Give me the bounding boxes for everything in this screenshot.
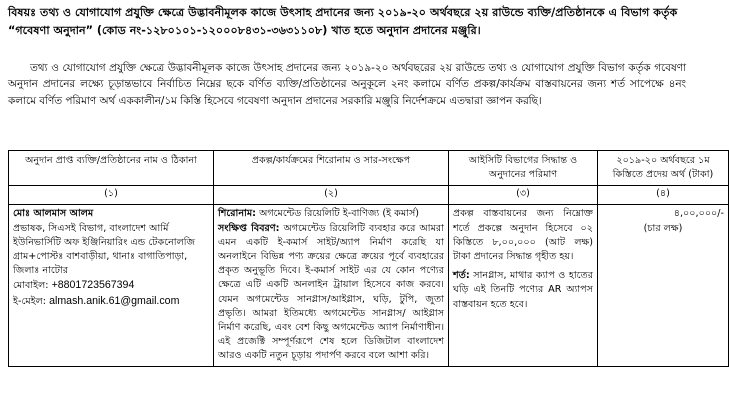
column-number-row xyxy=(9,186,729,205)
email-address: almash.anik.61@gmail.com xyxy=(49,294,180,307)
body-paragraph: তথ্য ও যোগাযোগ প্রযুক্তি ক্ষেত্রে উদ্ভাবনীমূলক কাজে উৎসাহ প্রদানের জন্য ২০১৯-২০ অর্থবছরের ২য় রাউন্ডে তথ্য ও যোগাযোগ প্রযুক্তি বিভাগ কর্তৃক গবেষণা অনুদান প্রদানের লক্ষ্যে চূড়ান্তভাবে নির্বাচিত নিম্নের ছকে বর্ণিত ব্যক্তি/প্রতিষ্ঠানের অনুকূলে ২নং কলামে বর্ণিত প্রকল্প/কার্যক্রম বাস্তবায়নের জন্য শর্ত সাপেক্ষে ৪নং কলামে বর্ণিত পরিমাণ অর্থ এককালীন/১ম কিস্তি হিসেবে গবেষণা অনুদান প্রদানের সরকারি মঞ্জুরি নির্দেশক্রমে এতদ্বারা জ্ঞাপন করছি। xyxy=(8,62,686,107)
recipient-name: মোঃ আলমাস আলম xyxy=(13,208,94,220)
header-decision: আইসিটি বিভাগের সিদ্ধান্ত ও অনুদানের পরিমাণ xyxy=(449,151,598,186)
recipient-cell xyxy=(9,205,214,366)
recipient-email xyxy=(13,294,209,309)
amount-cell xyxy=(598,205,729,366)
col-number-1: (১) xyxy=(9,186,214,205)
project-summary: অগমেন্টেড রিয়েলিটি ব্যবহার করে আমরা এমন একটি ই-কমার্স সাইট/অ্যাপ নির্মাণ করেছি যা অনলাইনে বিভিন্ন পণ্য ক্রয়ের ক্ষেত্রে ক্রয়ের পূর্বে ব্যবহারের প্রকৃত অনুভূতি দিবে। ই-কমার্স সাইট এর যে কোন পণ্যের ক্ষেত্রে এটি একটি অনলাইন ট্রায়াল হিসেবে কাজ করবে। যেমন অগমেন্টেড সানগ্লাস/আইগ্লাস, ঘড়ি, টুপি, জুতা প্রভৃতি। আমরা ইতিমধ্যে অগমেন্টেড সানগ্লাস/ আইগ্লাস নির্মাণ করেছি, এবং বেশ কিছু অগমেন্টেড অ্যাপ নির্মাণাধীন। এই প্রজেক্টি সম্পূর্ণরূপে শেষ হলে ডিজিটাল বাংলাদেশ আরও একটি নতুন চূড়ায় পদার্পণ করবে বলে আশা করি। xyxy=(218,222,444,362)
grant-table xyxy=(8,150,729,367)
mobile-label: মোবাইল: xyxy=(13,280,49,292)
mobile-number: +8801723567394 xyxy=(51,279,135,292)
header-name-address: অনুদান প্রাপ্ত ব্যক্তি/প্রতিষ্ঠানের নাম ও ঠিকানা xyxy=(9,151,214,186)
condition-label: শর্ত: xyxy=(453,270,470,282)
subject-line: বিষয়ঃ তথ্য ও যোগাযোগ প্রযুক্তি ক্ষেত্রে উদ্ভাবনীমূলক কাজে উৎসাহ প্রদানের জন্য ২০১৯-২০ অর্থবছরে ২য় রাউন্ডে ব্যক্তি/প্রতিষ্ঠানকে এ বিভাগ কর্তৃক “গবেষণা অনুদান” (কোড নং-১২৮০১০১-১২০০০৮৪৩১-৩৬৩১১০৮) খাত হতে অনুদান প্রদানের মঞ্জুরি। xyxy=(8,6,678,37)
col-number-2: (২) xyxy=(214,186,449,205)
condition-block xyxy=(453,269,593,312)
summary-label: সংক্ষিপ্ত বিবরণ: xyxy=(218,222,280,234)
amount-in-words: (চার লক্ষ) xyxy=(643,222,683,234)
title-label: শিরোনাম: xyxy=(218,208,257,220)
recipient-mobile xyxy=(13,278,209,293)
amount-value: ৪,০০,০০০/- xyxy=(673,208,724,220)
col-number-4: (৪) xyxy=(598,186,729,205)
decision-cell xyxy=(449,205,598,366)
header-project: প্রকল্প/কার্যক্রমের শিরোনাম ও সার-সংক্ষেপ xyxy=(214,151,449,186)
condition-text: সানগ্লাস, মাথার ক্যাপ ও হাতের ঘড়ি এই তিনটি পণ্যের AR অ্যাপস বাস্তবায়ন হতে হবে। xyxy=(453,270,593,310)
table-row xyxy=(9,205,729,366)
header-amount: ২০১৯-২০ অর্থবছরে ১ম কিস্তিতে প্রদেয় অর্থ (টাকা) xyxy=(598,151,729,186)
table-header-row xyxy=(9,151,729,186)
recipient-address: প্রভাষক, সিএসই বিভাগ, বাংলাদেশ আর্মি ইউনিভার্সিটি অফ ইঞ্জিনিয়ারিং এন্ড টেকনোলজি গ্রাম+পোস্টঃ বাশবাড়ীয়া, থানাঃ বাগাতিপাড়া, জিলাঃ নাটোর xyxy=(13,222,196,277)
project-title: অগমেন্টেড রিয়েলিটি ই-বাণিজ্য (ই কমার্স) xyxy=(259,208,420,220)
decision-text: প্রকল্প বাস্তবায়নের জন্য নিম্নোক্ত শর্তে প্রকল্পে অনুদান হিসেবে ০২ কিস্তিতে ৮,০০,০০০ (আট লক্ষ) টাকা প্রদানের সিদ্ধান্ত গৃহীত হয়। xyxy=(453,208,593,263)
project-cell xyxy=(214,205,449,366)
col-number-3: (৩) xyxy=(449,186,598,205)
email-label: ই-মেইল: xyxy=(13,295,47,307)
